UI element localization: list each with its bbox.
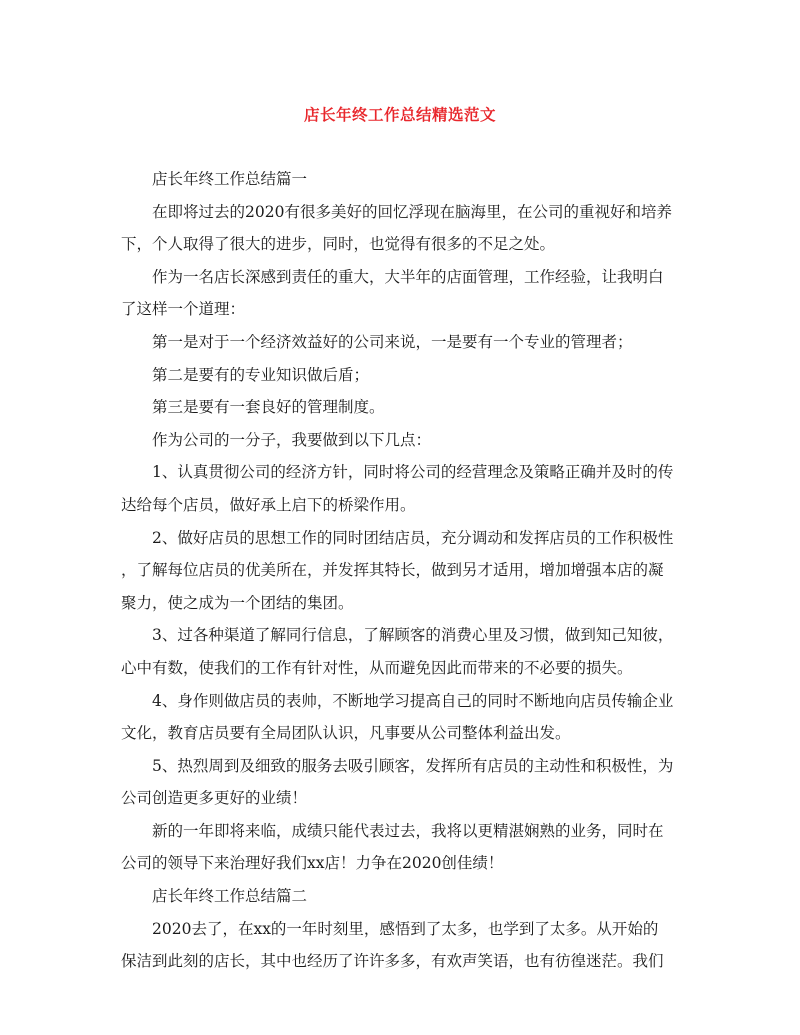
document-line: 新的一年即将来临，成绩只能代表过去，我将以更精湛娴熟的业务，同时在 xyxy=(152,821,664,840)
document-line: 达给每个店员，做好承上启下的桥梁作用。 xyxy=(121,495,416,514)
document-line: 第一是对于一个经济效益好的公司来说，一是要有一个专业的管理者； xyxy=(152,332,633,351)
document-title: 店长年终工作总结精选范文 xyxy=(303,105,496,124)
document-line: 在即将过去的2020有很多美好的回忆浮现在脑海里，在公司的重视好和培养 xyxy=(152,202,672,221)
document-line: 店长年终工作总结篇一 xyxy=(152,170,308,188)
document-line: 下，个人取得了很大的进步，同时，也觉得有很多的不足之处。 xyxy=(121,235,556,254)
document-line: 了这样一个道理： xyxy=(121,300,246,319)
document-line: 公司创造更多更好的业绩！ xyxy=(121,789,308,808)
document-line: 公司的领导下来治理好我们xx店！力争在2020创佳绩！ xyxy=(121,854,504,873)
document-line: 作为公司的一分子，我要做到以下几点： xyxy=(152,430,432,449)
document-line: 3、过各种渠道了解同行信息，了解顾客的消费心里及习惯，做到知己知彼， xyxy=(152,626,674,645)
document-line: 2020去了，在xx的一年时刻里，感悟到了太多，也学到了太多。从开始的 xyxy=(152,919,659,938)
document-line: 店长年终工作总结篇二 xyxy=(152,887,308,906)
document-body xyxy=(121,163,681,978)
document-line: 作为一名店长深感到责任的重大，大半年的店面管理，工作经验，让我明白 xyxy=(152,267,664,286)
document-line: 文化，教育店员要有全局团队认识，凡事要从公司整体利益出发。 xyxy=(121,724,571,743)
document-line: 2、做好店员的思想工作的同时团结店员，充分调动和发挥店员的工作积极性 xyxy=(152,528,674,547)
document-line: 5、热烈周到及细致的服务去吸引顾客，发挥所有店员的主动性和积极性，为 xyxy=(152,756,674,775)
document-line: 聚力，使之成为一个团结的集团。 xyxy=(121,593,354,612)
document-line: 1、认真贯彻公司的经济方针，同时将公司的经营理念及策略正确并及时的传 xyxy=(152,463,674,482)
document-line: 第二是要有的专业知识做后盾； xyxy=(152,365,370,384)
document-line: 保洁到此刻的店长，其中也经历了许许多多，有欢声笑语，也有彷徨迷茫。我们 xyxy=(121,952,664,971)
document-line: 4、身作则做店员的表帅，不断地学习提高自己的同时不断地向店员传输企业 xyxy=(152,691,674,710)
document-line: ，了解每位店员的优美所在，并发挥其特长，做到另才适用，增加增强本店的凝 xyxy=(121,561,664,580)
document-line: 第三是要有一套良好的管理制度。 xyxy=(152,398,385,417)
document-line: 心中有数，使我们的工作有针对性，从而避免因此而带来的不必要的损失。 xyxy=(121,658,633,677)
